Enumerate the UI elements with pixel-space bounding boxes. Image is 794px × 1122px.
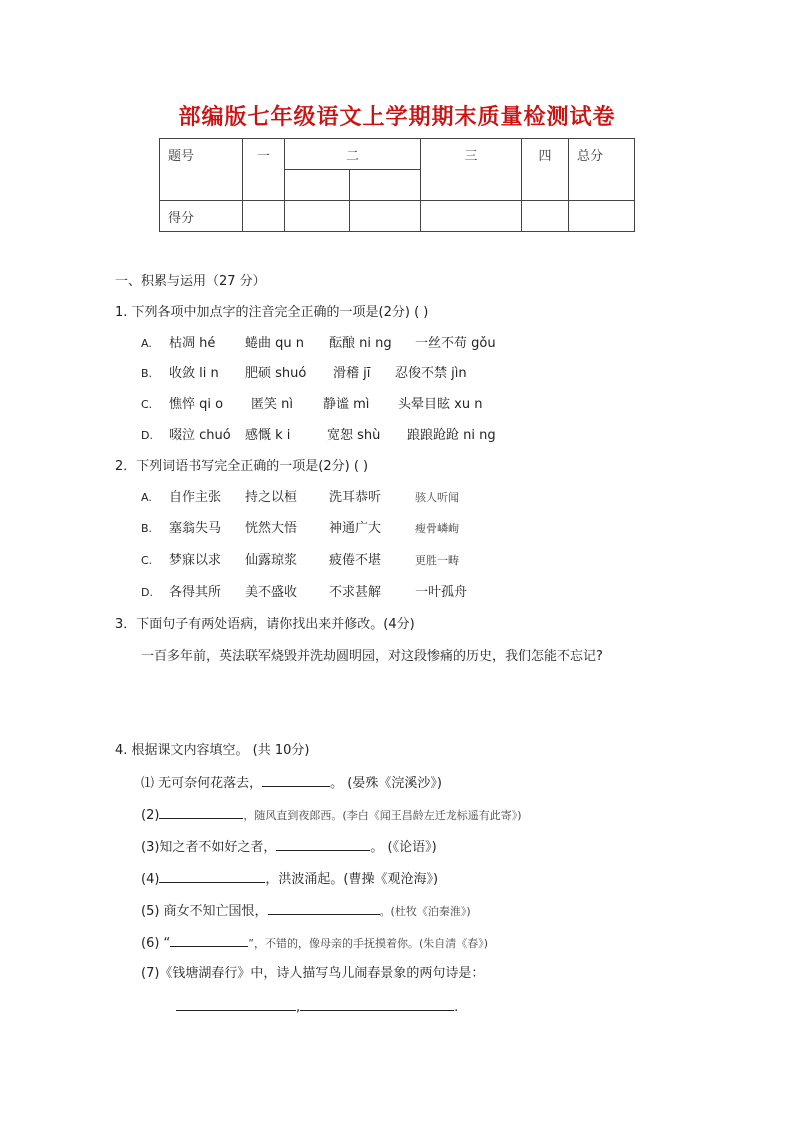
option-item: 收敛 li n (169, 366, 219, 381)
option-item: 肥硕 shuó (245, 366, 307, 381)
q4-item-6 (141, 934, 488, 952)
col-1-cell (243, 139, 285, 201)
option-letter: A. (141, 337, 152, 350)
item-text: (5) 商女不知亡国恨， (141, 904, 268, 919)
answer-blank[interactable] (159, 870, 265, 883)
q4-item-5 (141, 902, 471, 920)
option-item: 持之以桓 (245, 490, 298, 505)
item-text: (6) “ (141, 936, 171, 951)
item-text: (2) (141, 808, 160, 823)
q2-option-c[interactable] (141, 553, 459, 569)
option-item: 骇人听闻 (415, 491, 459, 504)
col-3-cell (421, 139, 522, 201)
score-cell-3[interactable] (421, 201, 522, 232)
item-text: (7)《钱塘湖春行》中，诗人描写鸟儿闹春景象的两句诗是： (141, 966, 485, 981)
option-item: 美不盛收 (245, 585, 298, 600)
score-label: 得分 (168, 210, 195, 226)
answer-blank[interactable] (159, 806, 243, 819)
item-text: 。(杜牧《泊秦淮》) (379, 905, 471, 918)
section1-heading: 一、积累与运用（27 分） (115, 274, 266, 289)
col-3-label: 三 (464, 149, 478, 164)
answer-blank[interactable] (276, 838, 370, 851)
option-item: 感慨 k i (245, 428, 291, 443)
q2-option-d[interactable] (141, 585, 467, 601)
col-2-cell (285, 139, 421, 170)
col-2-label: 二 (345, 148, 359, 164)
option-item: 各得其所 (169, 585, 222, 600)
score-label-cell (160, 201, 243, 232)
option-letter: B. (141, 367, 153, 380)
option-item: 仙露琼浆 (245, 553, 298, 568)
option-item: 恍然大悟 (245, 521, 298, 536)
option-letter: C. (141, 398, 153, 411)
answer-blank[interactable] (268, 902, 380, 915)
option-item: 疲倦不堪 (329, 553, 382, 568)
item-text: 。 (《论语》) (370, 840, 437, 855)
q4-item-3 (141, 838, 437, 856)
col-4-cell (522, 139, 569, 201)
q3-sentence: 一百多年前，英法联军烧毁并洗劫圆明园，对这段惨痛的历史，我们怎能不忘记? (141, 649, 603, 664)
q1-option-a[interactable] (141, 336, 496, 352)
q2-option-b[interactable] (141, 521, 459, 537)
option-letter: A. (141, 491, 152, 504)
q3-stem: 3．下面句子有两处语病，请你找出来并修改。(4分) (115, 617, 415, 632)
q4-item-7-blanks (176, 998, 458, 1016)
option-item: 酝酿 ni ng (329, 336, 392, 351)
option-item: 踉踉跄跄 ni ng (407, 428, 496, 443)
q4-stem: 4. 根据课文内容填空。 (共 10分) (115, 743, 310, 758)
item-text: 。 (晏殊《浣溪沙》) (330, 776, 442, 791)
option-item: 塞翁失马 (169, 521, 222, 536)
option-item: 更胜一畴 (415, 554, 459, 567)
q1-stem: 1. 下列各项中加点字的注音完全正确的一项是(2分) ( ) (115, 305, 429, 320)
option-item: 头晕目眩 xu n (398, 397, 483, 412)
option-item: 洗耳恭听 (329, 490, 382, 505)
q4-item-2 (141, 806, 522, 824)
col-1-label: 一 (256, 149, 270, 164)
option-item: 啜泣 chuó (169, 428, 231, 443)
score-cell-1[interactable] (243, 201, 285, 232)
option-item: 梦寐以求 (169, 553, 222, 568)
separator: , (296, 1000, 301, 1015)
option-item: 枯凋 hé (169, 336, 216, 351)
item-text: ⑴ 无可奈何花落去， (141, 776, 263, 791)
option-letter: D. (141, 586, 153, 599)
answer-blank[interactable] (262, 774, 330, 787)
option-item: 憔悴 qi o (169, 397, 224, 412)
q2-option-a[interactable] (141, 490, 459, 506)
q4-item-1 (141, 774, 442, 792)
answer-blank[interactable] (170, 934, 248, 947)
option-item: 自作主张 (169, 490, 222, 505)
answer-blank[interactable] (176, 998, 296, 1011)
q2-stem: 2．下列词语书写完全正确的一项是(2分) ( ) (115, 459, 369, 474)
item-text: ”，不错的，像母亲的手抚摸着你。(朱自清《春》) (248, 937, 489, 950)
q4-item-4 (141, 870, 438, 888)
option-item: 一丝不苟 gǒu (415, 336, 496, 351)
item-text: (3)知之者不如好之者， (141, 840, 277, 855)
option-item: 匿笑 nì (251, 397, 293, 412)
option-item: 滑稽 jī (333, 366, 371, 381)
score-cell-total[interactable] (569, 201, 635, 232)
col-2b-cell (350, 170, 421, 201)
col-4-label: 四 (538, 149, 552, 164)
option-item: 静谧 mì (323, 397, 370, 412)
option-item: 宽恕 shù (327, 428, 381, 443)
q4-item-7 (141, 966, 484, 982)
page-title: 部编版七年级语文上学期期末质量检测试卷 (178, 105, 616, 130)
option-letter: C. (141, 554, 153, 567)
q1-option-b[interactable] (141, 366, 467, 382)
option-item: 神通广大 (329, 521, 382, 536)
q1-option-c[interactable] (141, 397, 482, 413)
item-text: ，随风直到夜郎西。(李白《闻王昌龄左迁龙标遥有此寄》) (243, 809, 522, 822)
option-letter: B. (141, 522, 153, 535)
col-2a-cell (285, 170, 350, 201)
option-item: 瘦骨嶙峋 (415, 522, 459, 535)
header-label: 题号 (168, 149, 195, 164)
item-text: (4) (141, 872, 160, 887)
item-text: ，洪波涌起。(曹操《观沧海》) (265, 872, 439, 887)
option-item: 忍俊不禁 jìn (395, 366, 467, 381)
score-cell-2a[interactable] (285, 201, 350, 232)
option-item: 蜷曲 qu n (245, 336, 304, 351)
option-item: 不求甚解 (329, 585, 382, 600)
col-total-label: 总分 (577, 149, 604, 164)
answer-blank[interactable] (300, 998, 454, 1011)
option-letter: D. (141, 429, 153, 442)
score-table (159, 138, 635, 232)
score-cell-2b[interactable] (350, 201, 421, 232)
end-mark: . (454, 1000, 459, 1015)
q1-option-d[interactable] (141, 428, 496, 444)
option-item: 一叶孤舟 (415, 585, 468, 600)
col-total-cell (569, 139, 635, 201)
header-label-cell (160, 139, 243, 201)
score-cell-4[interactable] (522, 201, 569, 232)
